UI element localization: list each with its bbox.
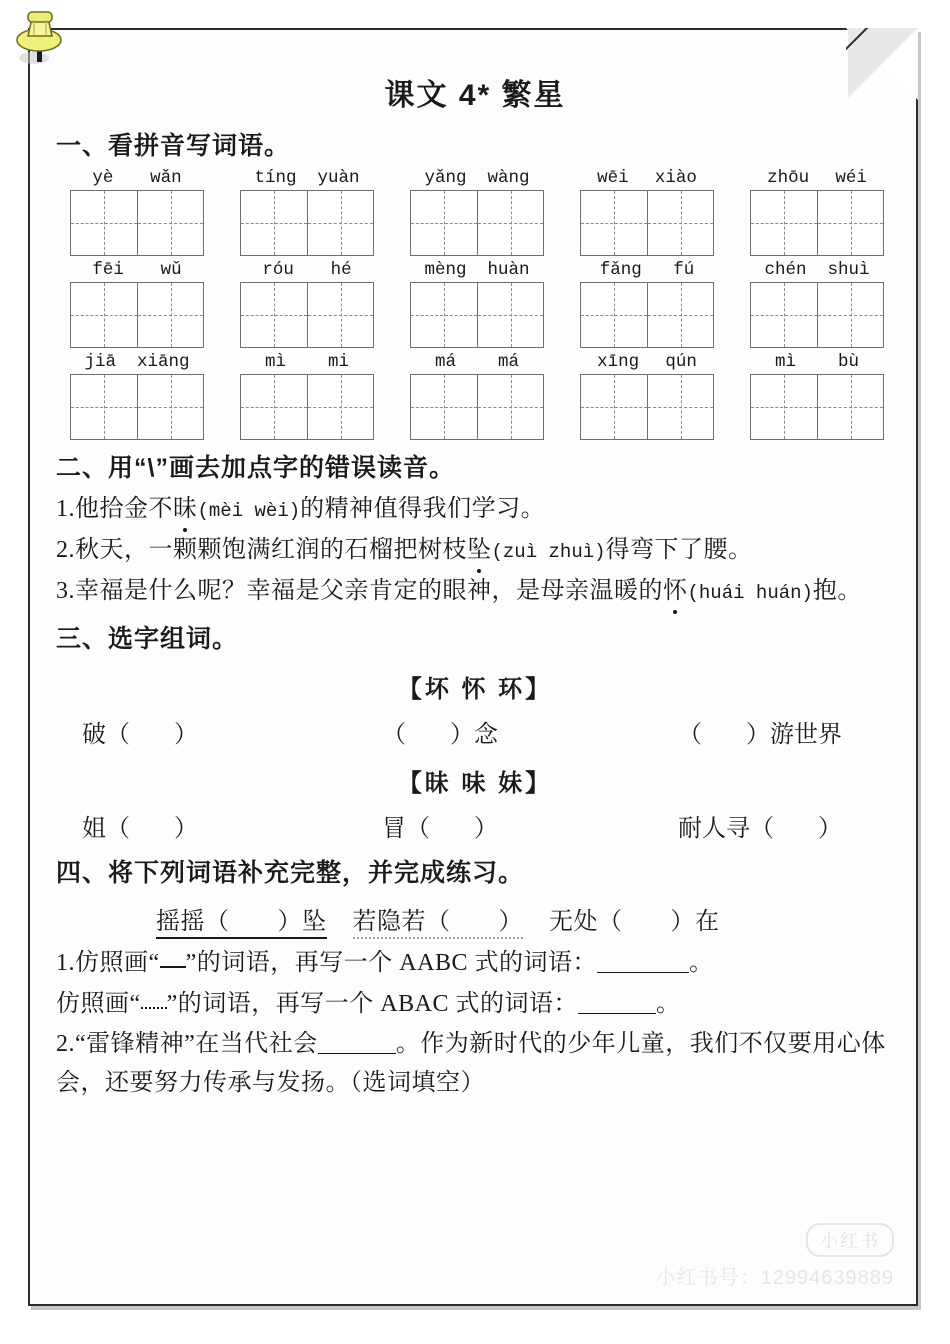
character-cell[interactable]	[817, 375, 883, 439]
slot-suffix: ）游世界	[746, 721, 842, 748]
pinyin-syllable: xiāng	[136, 352, 190, 372]
pinyin-syllable: yè	[92, 168, 114, 188]
pinyin-cellgroup	[410, 352, 544, 440]
character-box[interactable]	[240, 282, 374, 348]
pinyin-label	[580, 168, 714, 188]
pinyin-label	[70, 168, 204, 188]
pinyin-syllable: tíng	[254, 168, 297, 188]
item-text-before: 他拾金不	[75, 496, 173, 522]
pinyin-row	[56, 168, 894, 256]
pinyin-label	[580, 260, 714, 280]
dotted-character: 坠	[467, 531, 492, 570]
item-text-after: 得弯下了腰。	[605, 536, 753, 563]
pinyin-row	[56, 352, 894, 440]
character-cell[interactable]	[137, 375, 203, 439]
pinyin-choices[interactable]: (zuì zhuì)	[491, 540, 606, 563]
watermark-id: 小红书号：12994639889	[655, 1267, 894, 1289]
section-2-heading: 二、用“\”画去加点字的错误读音。	[56, 454, 455, 482]
slot-suffix: ）	[818, 815, 842, 842]
pinyin-syllable: huàn	[487, 260, 530, 280]
fill-slot[interactable]	[382, 714, 678, 749]
character-box[interactable]	[750, 374, 884, 440]
slot-suffix: ）念	[450, 721, 498, 748]
pinyin-label	[750, 168, 884, 188]
pinyin-cellgroup	[750, 352, 884, 440]
pinyin-cellgroup	[410, 260, 544, 348]
solid-underline-mark	[160, 966, 186, 968]
idiom-item[interactable]	[549, 909, 720, 935]
pinyin-cellgroup	[240, 260, 374, 348]
character-box[interactable]	[580, 374, 714, 440]
character-choices: 【坏 怀 环】	[397, 675, 553, 703]
pinyin-label	[750, 352, 884, 372]
section-4-heading: 四、将下列词语补充完整，并完成练习。	[56, 858, 525, 887]
fill-slot[interactable]	[678, 714, 842, 749]
character-cell[interactable]	[581, 283, 647, 347]
question-text: “雷锋精神”在当代社会	[75, 1031, 318, 1058]
idiom-item[interactable]	[353, 909, 524, 939]
character-box[interactable]	[750, 282, 884, 348]
pinyin-cellgroup	[240, 168, 374, 256]
pinyin-syllable: fēi	[92, 260, 124, 280]
fill-slot[interactable]	[82, 714, 382, 749]
slot-prefix: （	[678, 721, 702, 748]
worksheet-content	[30, 30, 920, 1105]
character-cell[interactable]	[581, 375, 647, 439]
character-cell[interactable]	[751, 191, 817, 255]
character-box[interactable]	[410, 190, 544, 256]
slot-prefix: 冒（	[382, 815, 430, 842]
worksheet-page	[28, 28, 918, 1306]
pinyin-syllable: qún	[665, 352, 697, 372]
character-cell[interactable]	[241, 283, 307, 347]
question-period: 。	[689, 949, 714, 976]
question-text: 仿照画“	[75, 949, 160, 976]
pinyin-label	[410, 352, 544, 372]
slot-prefix: 姐（	[82, 815, 130, 842]
character-cell[interactable]	[71, 283, 137, 347]
pinyin-syllable: mì	[774, 352, 796, 372]
pinyin-cellgroup	[580, 168, 714, 256]
question-text: ”的词语，再写一个 ABAC 式的词语：	[166, 990, 578, 1017]
pinyin-syllable: wēi	[597, 168, 629, 188]
pinyin-syllable: mì	[264, 352, 286, 372]
section-3-heading: 三、选字组词。	[56, 624, 239, 653]
pinyin-syllable: mi	[327, 352, 349, 372]
pinyin-label	[70, 260, 204, 280]
pinyin-cellgroup	[70, 168, 204, 256]
page-title: 课文 4* 繁星	[384, 79, 566, 112]
section-2-item	[56, 531, 894, 570]
character-box[interactable]	[240, 374, 374, 440]
idiom-fill-row	[56, 901, 894, 936]
pinyin-cellgroup	[70, 352, 204, 440]
wavy-underline-mark	[141, 1007, 167, 1009]
character-box[interactable]	[410, 282, 544, 348]
section-3-answer-row	[56, 808, 894, 843]
pinyin-label	[580, 352, 714, 372]
idiom-prefix: 若隐若（	[352, 908, 451, 935]
fill-slot[interactable]	[678, 808, 842, 843]
pinyin-cellgroup	[750, 260, 884, 348]
idiom-suffix: ）坠	[277, 908, 327, 935]
slot-suffix: ）	[474, 815, 498, 842]
pinyin-syllable: jiā	[84, 352, 116, 372]
pinyin-cellgroup	[580, 260, 714, 348]
pinyin-syllable: má	[497, 352, 519, 372]
pinyin-grid-section	[56, 168, 894, 440]
character-cell[interactable]	[477, 283, 543, 347]
question-text: ”的词语，再写一个 AABC 式的词语：	[185, 949, 597, 976]
character-cell[interactable]	[647, 375, 713, 439]
pinyin-cellgroup	[240, 352, 374, 440]
slot-suffix: ）	[174, 815, 198, 842]
character-cell[interactable]	[241, 375, 307, 439]
character-cell[interactable]	[411, 191, 477, 255]
question-period: 。	[656, 990, 681, 1017]
character-cell[interactable]	[71, 375, 137, 439]
character-cell[interactable]	[241, 191, 307, 255]
pinyin-label	[750, 260, 884, 280]
character-cell[interactable]	[307, 283, 373, 347]
idiom-suffix: ）在	[670, 908, 720, 935]
character-cell[interactable]	[817, 191, 883, 255]
answer-blank[interactable]	[578, 1013, 656, 1014]
pinyin-syllable: xīng	[597, 352, 640, 372]
character-box[interactable]	[580, 190, 714, 256]
pinyin-label	[410, 260, 544, 280]
pinyin-syllable: má	[434, 352, 456, 372]
pinyin-syllable: mèng	[424, 260, 467, 280]
pinyin-syllable: fú	[673, 260, 695, 280]
character-cell[interactable]	[71, 191, 137, 255]
pinyin-cellgroup	[580, 352, 714, 440]
pinyin-syllable: wǎn	[150, 168, 182, 188]
section-3-answer-row	[56, 714, 894, 749]
pinyin-label	[70, 352, 204, 372]
character-box[interactable]	[410, 374, 544, 440]
slot-suffix: ）	[174, 721, 198, 748]
character-box[interactable]	[240, 190, 374, 256]
pinyin-syllable: shuì	[827, 260, 870, 280]
slot-prefix: （	[382, 721, 406, 748]
pinyin-cellgroup	[70, 260, 204, 348]
pinyin-syllable: fǎng	[599, 260, 642, 280]
item-number: 2.	[56, 1031, 75, 1058]
section-4-question	[56, 1025, 894, 1103]
pinyin-syllable: yuàn	[317, 168, 360, 188]
character-cell[interactable]	[817, 283, 883, 347]
item-text-before: 幸福是什么呢？幸福是父亲肯定的眼神，是母亲温暖的	[75, 577, 663, 604]
pinyin-syllable: xiào	[654, 168, 697, 188]
character-cell[interactable]	[411, 375, 477, 439]
fill-slot[interactable]	[382, 808, 678, 843]
pinyin-label	[240, 352, 374, 372]
question-text: 仿照画“	[56, 990, 141, 1017]
watermark-badge: 小红书	[806, 1223, 894, 1257]
item-number: 1.	[56, 496, 75, 522]
pinyin-cellgroup	[750, 168, 884, 256]
character-cell[interactable]	[307, 191, 373, 255]
pinyin-syllable: wàng	[487, 168, 530, 188]
item-text-before: 秋天，一颗颗饱满红润的石榴把树枝	[75, 536, 467, 563]
character-choices: 【昧 味 妹】	[397, 769, 553, 797]
answer-blank[interactable]	[597, 972, 689, 973]
character-box[interactable]	[750, 190, 884, 256]
dotted-character: 昧	[173, 490, 198, 529]
character-cell[interactable]	[581, 191, 647, 255]
character-cell[interactable]	[647, 191, 713, 255]
idiom-suffix: ）	[498, 908, 523, 935]
pinyin-cellgroup	[410, 168, 544, 256]
item-text-after: 的精神值得我们学习。	[300, 496, 546, 522]
character-cell[interactable]	[751, 283, 817, 347]
pinyin-syllable: wǔ	[160, 260, 182, 280]
pinyin-syllable: hé	[330, 260, 352, 280]
character-cell[interactable]	[137, 191, 203, 255]
item-number: 2.	[56, 536, 75, 563]
section-2-item	[56, 572, 894, 611]
question-text: 。作为新时代的少年儿童，我们不仅要用心体会，还要努力传承与发扬。（选词填空）	[56, 1031, 886, 1097]
character-box[interactable]	[70, 190, 204, 256]
section-1-heading: 一、看拼音写词语。	[56, 132, 291, 160]
character-box[interactable]	[70, 282, 204, 348]
watermark	[656, 1223, 894, 1290]
section-4-question	[56, 985, 894, 1024]
pinyin-syllable: wéi	[835, 168, 867, 188]
fill-slot[interactable]	[82, 808, 382, 843]
pinyin-label	[240, 168, 374, 188]
dotted-character: 怀	[663, 572, 688, 611]
idiom-item[interactable]	[156, 909, 327, 939]
slot-prefix: 耐人寻（	[678, 815, 774, 842]
pinyin-syllable: bù	[837, 352, 859, 372]
pinyin-row	[56, 260, 894, 348]
character-cell[interactable]	[647, 283, 713, 347]
character-cell[interactable]	[411, 283, 477, 347]
section-4-question	[56, 944, 894, 983]
pushpin-icon	[8, 2, 72, 74]
pinyin-label	[410, 168, 544, 188]
character-box[interactable]	[580, 282, 714, 348]
idiom-prefix: 摇摇（	[156, 908, 230, 935]
character-box[interactable]	[70, 374, 204, 440]
item-number: 3.	[56, 577, 75, 604]
item-text-after: 抱。	[812, 577, 862, 604]
pinyin-syllable: zhōu	[767, 168, 810, 188]
pinyin-choices[interactable]: (huái huán)	[687, 581, 813, 604]
section-2-item	[56, 490, 894, 529]
pinyin-label	[240, 260, 374, 280]
answer-blank[interactable]	[318, 1053, 396, 1054]
character-cell[interactable]	[477, 375, 543, 439]
character-cell[interactable]	[477, 191, 543, 255]
slot-prefix: 破（	[82, 721, 130, 748]
idiom-prefix: 无处（	[549, 908, 623, 935]
character-cell[interactable]	[137, 283, 203, 347]
item-number: 1.	[56, 949, 75, 976]
pinyin-syllable: yǎng	[424, 168, 467, 188]
pinyin-syllable: róu	[262, 260, 294, 280]
pinyin-syllable: chén	[764, 260, 807, 280]
character-cell[interactable]	[307, 375, 373, 439]
character-cell[interactable]	[751, 375, 817, 439]
pinyin-choices[interactable]: (mèi wèi)	[197, 500, 301, 522]
